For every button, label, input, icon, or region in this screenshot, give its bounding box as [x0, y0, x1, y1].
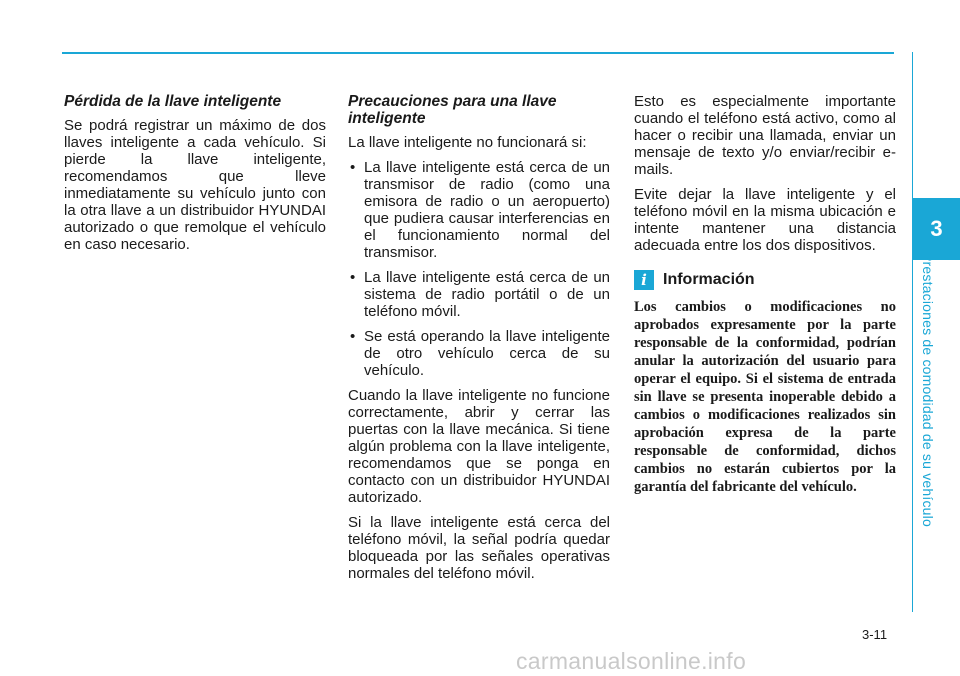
chapter-side-title: Prestaciones de comodidad de su vehículo	[920, 252, 936, 527]
section-heading-precautions: Precauciones para una llave inteligente	[348, 93, 557, 127]
page-number: 3-11	[862, 627, 888, 642]
precautions-intro: La llave inteligente no funcionará si:	[348, 134, 587, 151]
phone-active-paragraph: Esto es especialmente importante cuando el teléfono está activo, como al hacer o recibir una llamada, enviar un mensaje de texto y/o enviar/recibir e-mails.	[634, 93, 896, 178]
info-title: Información	[663, 271, 755, 288]
precautions-list	[348, 159, 610, 379]
malfunction-paragraph: Cuando la llave inteligente no funcione correctamente, abrir y cerrar las puertas con la llave mecánica. Si tiene algún problema con la llave inteligente, recomendamos que se ponga en contacto con un distribuidor HYUNDAI autorizado.	[348, 387, 610, 506]
section-heading-lost-key: Pérdida de la llave inteligente	[64, 93, 282, 110]
column-2	[348, 93, 610, 590]
list-item: • Se está operando la llave inteligente de otro vehículo cerca de su vehículo.	[348, 328, 610, 379]
list-item: • La llave inteligente está cerca de un transmisor de radio (como una emisora de radio o un aeropuerto) que pudiera causar interferencias en el funcionamiento normal del transmisor.	[348, 159, 610, 261]
column-3	[634, 93, 896, 496]
list-item: • La llave inteligente está cerca de un sistema de radio portátil o de un teléfono móvil.	[348, 269, 610, 320]
distance-paragraph: Evite dejar la llave inteligente y el teléfono móvil en la misma ubicación e intente mantener una distancia adecuada entre los dos dispositivos.	[634, 186, 896, 254]
chapter-tab: 3	[913, 198, 960, 260]
header-rule	[62, 52, 894, 54]
phone-signal-paragraph: Si la llave inteligente está cerca del teléfono móvil, la señal podría quedar bloqueada por las señales operativas normales del teléfono móvil.	[348, 514, 610, 582]
info-body: Los cambios o modificaciones no aprobados expresamente por la parte responsable de la conformidad, podrían anular la autorización del usuario para operar el equipo. Si el sistema de entrada sin llave se presenta inoperable debido a cambios o modificaciones realizados sin aprobación expresa de la parte responsable de conformidad, dichos cambios no estarán cubiertos por la garantía del fabricante del vehículo.	[634, 299, 896, 495]
watermark: carmanualsonline.info	[516, 648, 747, 674]
information-icon: i	[634, 270, 654, 290]
lost-key-paragraph: Se podrá registrar un máximo de dos llaves inteligente a cada vehículo. Si pierde la llave inteligente, recomendamos que lleve inmediatamente su vehículo junto con la otra llave a un distribuidor HYUNDAI autorizado o que remolque el vehículo en caso necesario.	[64, 117, 326, 253]
column-1	[64, 93, 326, 261]
info-box-header	[634, 270, 896, 290]
side-rule	[912, 52, 913, 612]
